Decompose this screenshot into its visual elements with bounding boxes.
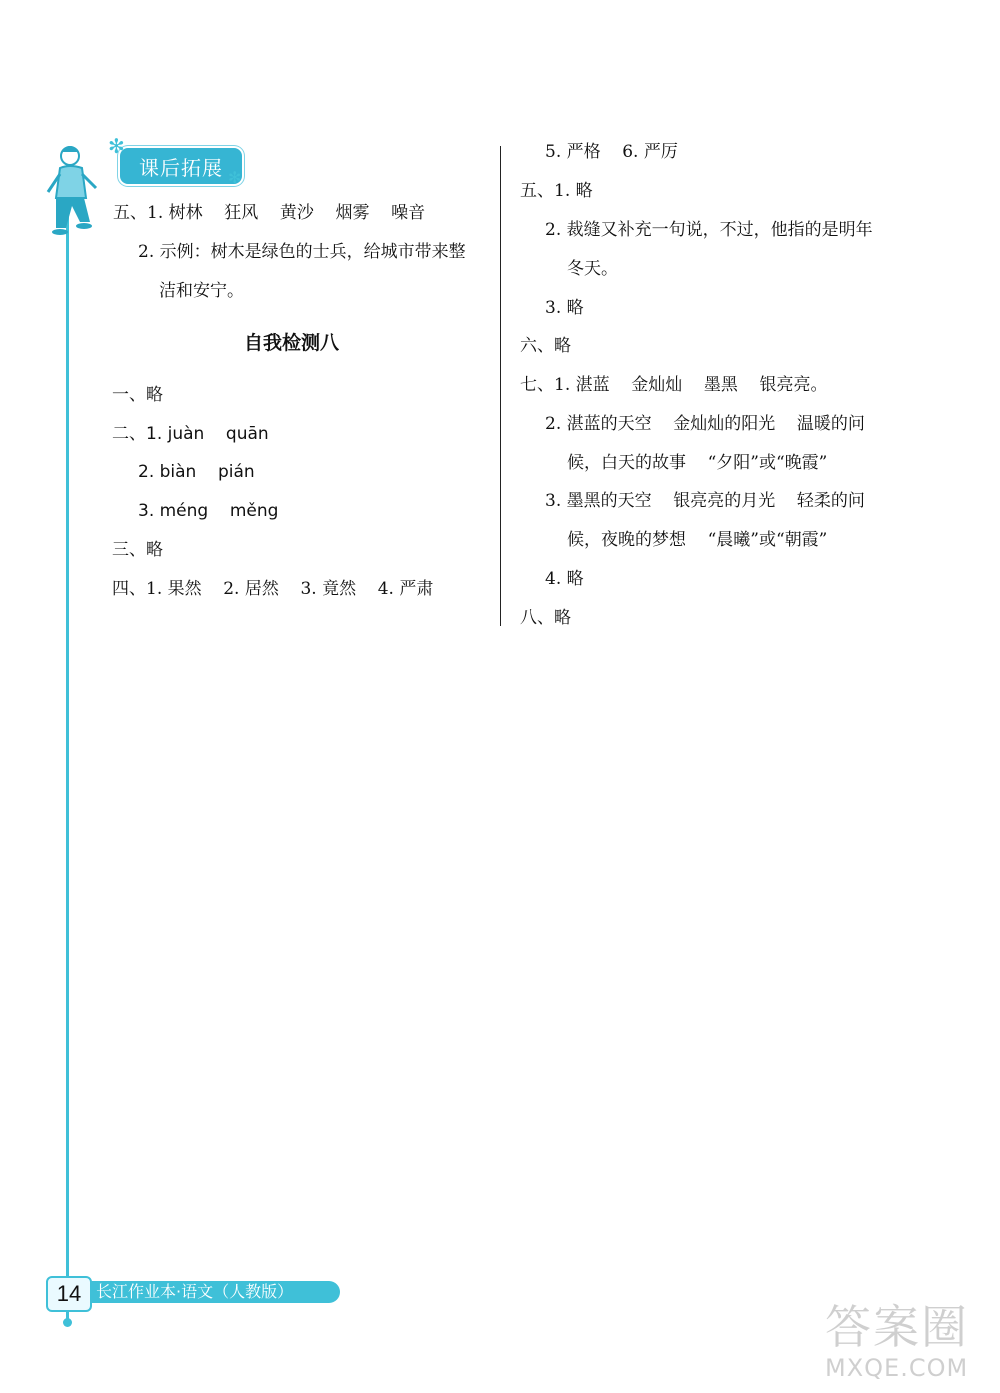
watermark-cn: 答案圈 <box>825 1300 969 1354</box>
flower-icon: ✻ <box>108 134 125 158</box>
section-badge: 课后拓展 <box>120 148 242 184</box>
left-line-1: 五、1. 树林 狂风 黄沙 烟雾 噪音 <box>113 203 426 223</box>
answer-line: 四、1. 果然 2. 居然 3. 竟然 4. 严肃 <box>112 579 434 599</box>
answer-line: 三、略 <box>112 540 163 560</box>
right-line: 4. 略 <box>545 569 584 589</box>
answer-line: 一、略 <box>112 385 163 405</box>
right-line: 候，夜晚的梦想 “晨曦”或“朝霞” <box>567 530 828 550</box>
answer-line: 2. biàn pián <box>138 462 255 482</box>
watermark-url: MXQE.COM <box>825 1354 969 1382</box>
margin-rule-end-dot <box>63 1318 72 1327</box>
answer-line: 3. méng měng <box>138 501 279 521</box>
right-line: 5. 严格 6. 严厉 <box>545 142 678 162</box>
right-line: 八、略 <box>520 608 571 628</box>
column-divider <box>500 146 501 626</box>
section-title: 自我检测八 <box>244 332 340 354</box>
answer-line: 二、1. juàn quān <box>112 424 269 444</box>
right-line: 候，白天的故事 “夕阳”或“晚霞” <box>567 453 828 473</box>
page-number: 14 <box>46 1276 92 1312</box>
student-mascot-icon <box>40 140 102 240</box>
watermark <box>825 1300 995 1390</box>
right-line: 冬天。 <box>567 259 618 279</box>
right-line: 3. 略 <box>545 298 584 318</box>
right-line: 2. 裁缝又补充一句说，不过，他指的是明年 <box>545 220 873 240</box>
book-title: 长江作业本·语文（人教版） <box>96 1282 294 1301</box>
flower-icon: ✻ <box>228 168 242 187</box>
right-line: 七、1. 湛蓝 金灿灿 墨黑 银亮亮。 <box>520 375 828 395</box>
left-line-3: 洁和安宁。 <box>159 281 244 301</box>
right-line: 3. 墨黑的天空 银亮亮的月光 轻柔的问 <box>545 491 865 511</box>
right-line: 六、略 <box>520 336 571 356</box>
right-line: 2. 湛蓝的天空 金灿灿的阳光 温暖的问 <box>545 414 865 434</box>
right-line: 五、1. 略 <box>520 181 593 201</box>
left-margin-rule <box>66 200 69 1320</box>
left-line-2: 2. 示例：树木是绿色的士兵，给城市带来整 <box>138 242 466 262</box>
